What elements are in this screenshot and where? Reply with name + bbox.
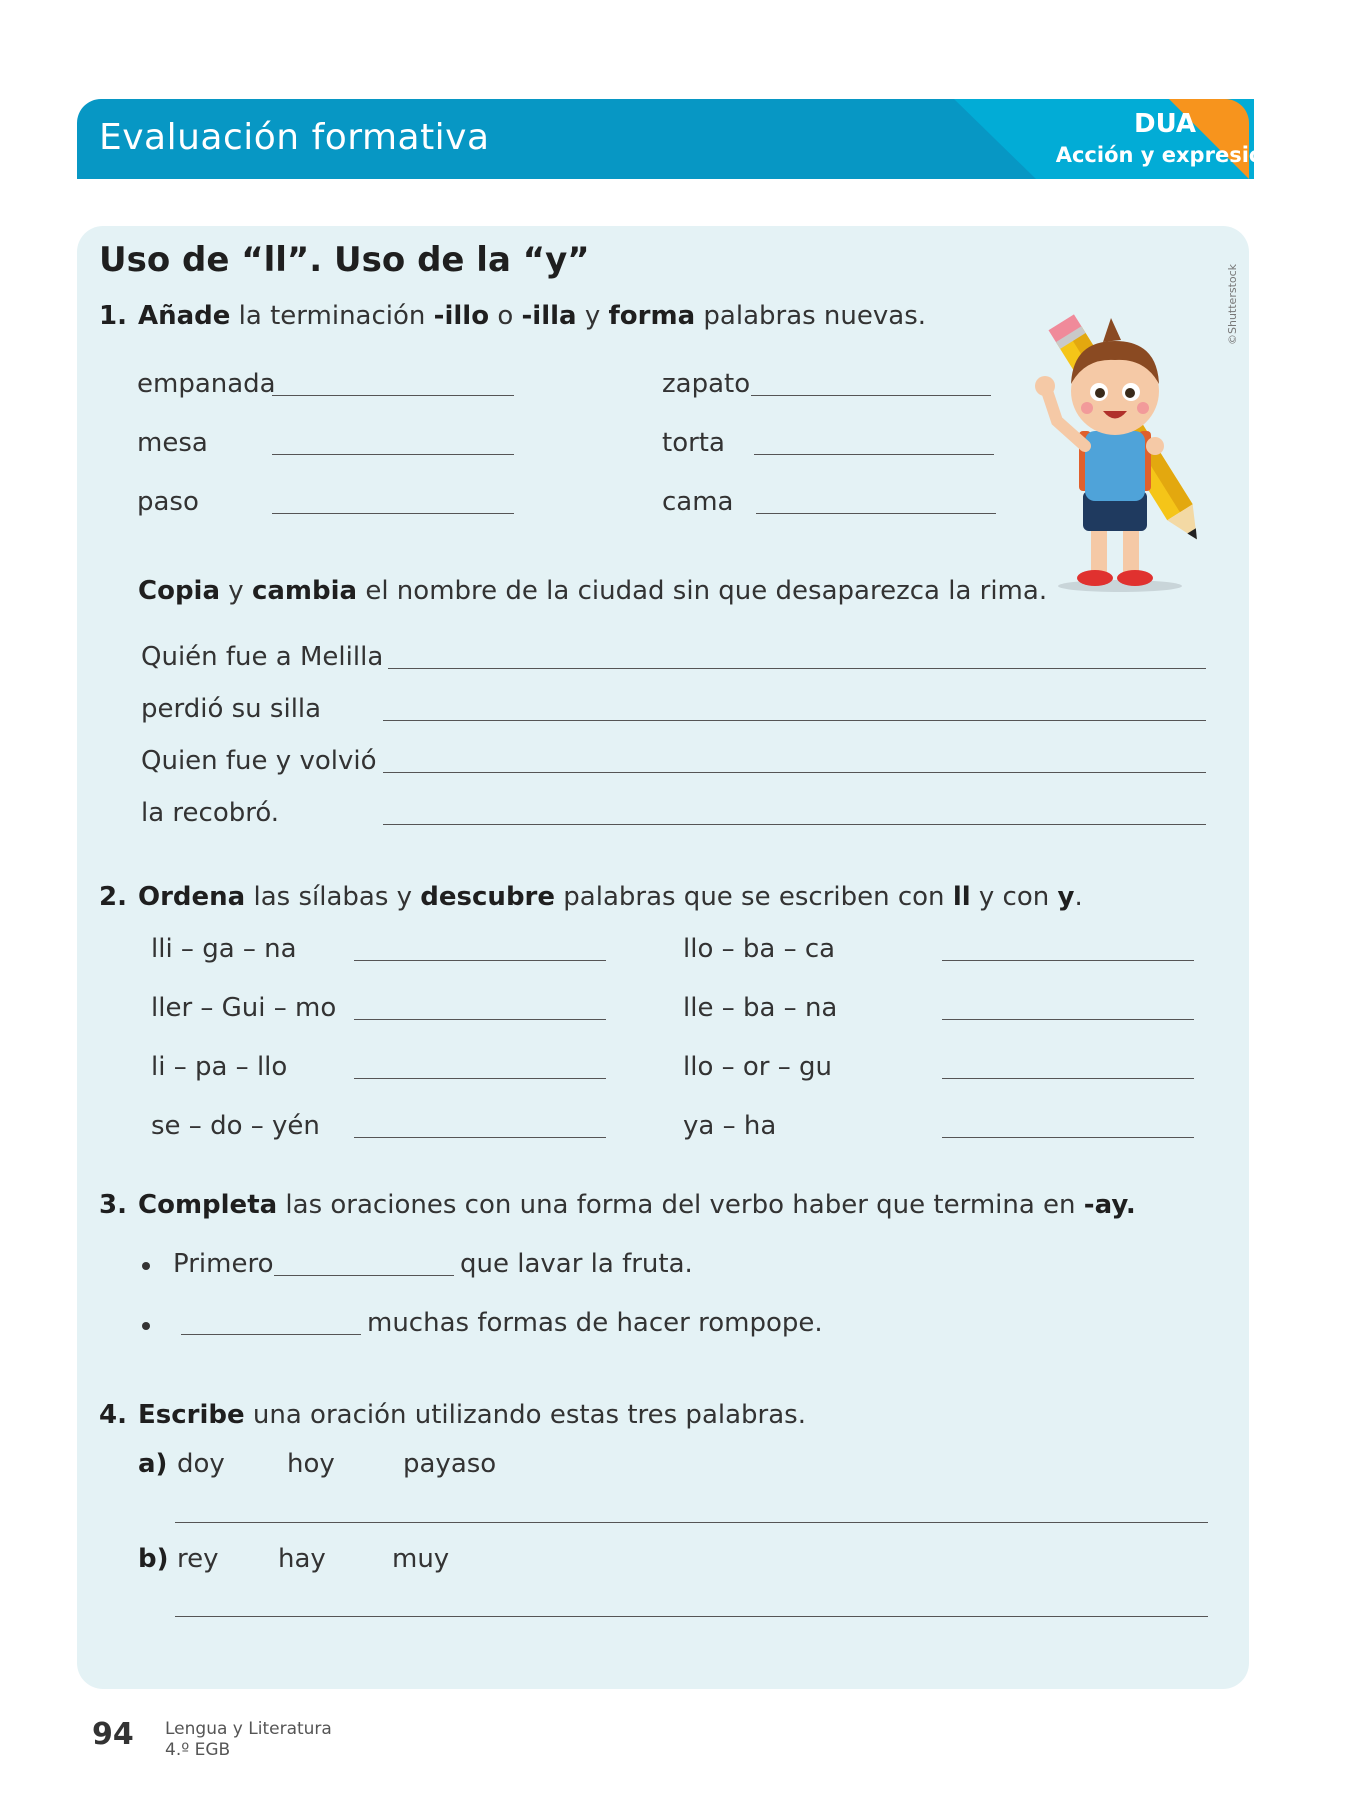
footer-subject: Lengua y Literatura: [165, 1719, 332, 1739]
ex2-number: 2.: [99, 882, 127, 912]
answer-line[interactable]: [942, 1078, 1194, 1079]
instruction-text: palabras que se escriben con: [555, 882, 953, 912]
answer-line[interactable]: [756, 513, 996, 514]
ex4-a-word-1: doy: [177, 1449, 225, 1479]
emphasis-text: Escribe: [138, 1400, 245, 1430]
page-number: 94: [92, 1717, 134, 1752]
answer-line[interactable]: [751, 395, 991, 396]
answer-line[interactable]: [272, 395, 514, 396]
instruction-text: y: [220, 576, 252, 606]
answer-line[interactable]: [942, 1019, 1194, 1020]
answer-line[interactable]: [272, 454, 514, 455]
emphasis-text: ll: [952, 882, 971, 912]
instruction-text: las oraciones con una forma del verbo haber que termina en: [277, 1190, 1084, 1220]
emphasis-text: Añade: [138, 301, 231, 331]
ex4-label-b: b): [138, 1544, 169, 1574]
ex3-number: 3.: [99, 1190, 127, 1220]
rhyme-line-4: la recobró.: [141, 798, 280, 828]
ex4-a-word-3: payaso: [403, 1449, 497, 1479]
ex1-instruction-2: [138, 576, 1047, 606]
emphasis-text: -ay.: [1083, 1190, 1136, 1220]
rhyme-line-3: Quien fue y volvió: [141, 746, 377, 776]
rhyme-line-1: Quién fue a Melilla: [141, 642, 384, 672]
emphasis-text: forma: [608, 301, 696, 331]
emphasis-text: descubre: [420, 882, 556, 912]
header-bar: [77, 99, 1279, 179]
answer-line[interactable]: [942, 1137, 1194, 1138]
ex4-a-word-2: hoy: [287, 1449, 335, 1479]
emphasis-text: -illo: [433, 301, 490, 331]
answer-line[interactable]: [754, 454, 994, 455]
answer-line[interactable]: [383, 720, 1206, 721]
instruction-text: el nombre de la ciudad sin que desaparezca la rima.: [357, 576, 1048, 606]
answer-line[interactable]: [274, 1275, 454, 1276]
ex4-b-word-1: rey: [177, 1544, 219, 1574]
ex2-syllables-2: ller – Gui – mo: [151, 993, 337, 1023]
ex1-instruction: [138, 301, 926, 331]
ex1-word-3: paso: [137, 487, 199, 517]
ex1-word-2: mesa: [137, 428, 208, 458]
section-heading: Uso de “ll”. Uso de la “y”: [99, 240, 590, 280]
emphasis-text: Copia: [138, 576, 221, 606]
instruction-text: o: [489, 301, 522, 331]
emphasis-text: -illa: [521, 301, 577, 331]
bullet-icon: [142, 1262, 150, 1270]
footer-grade: 4.º EGB: [165, 1740, 231, 1760]
boy-with-pencil-illustration: [1025, 296, 1240, 596]
ex4-label-a: a): [138, 1449, 168, 1479]
bullet-icon: [142, 1322, 150, 1330]
ex2-syllables-7: llo – or – gu: [683, 1052, 832, 1082]
emphasis-text: y: [1057, 882, 1075, 912]
instruction-text: .: [1074, 882, 1083, 912]
answer-line[interactable]: [388, 668, 1206, 669]
ex4-number: 4.: [99, 1400, 127, 1430]
ex1-number: 1.: [99, 301, 127, 331]
instruction-text: y: [576, 301, 609, 331]
answer-line[interactable]: [942, 960, 1194, 961]
ex2-syllables-4: se – do – yén: [151, 1111, 320, 1141]
dua-subtitle: Acción y expresión: [1055, 143, 1279, 167]
instruction-text: la terminación: [230, 301, 434, 331]
ex1-word-5: torta: [662, 428, 725, 458]
emphasis-text: Completa: [138, 1190, 278, 1220]
instruction-text: una oración utilizando estas tres palabras.: [244, 1400, 806, 1430]
emphasis-text: Ordena: [138, 882, 246, 912]
answer-line[interactable]: [383, 772, 1206, 773]
dua-title: DUA: [1133, 109, 1197, 139]
instruction-text: y con: [970, 882, 1058, 912]
ex4-b-word-3: muy: [392, 1544, 450, 1574]
ex1-word-6: cama: [662, 487, 734, 517]
answer-line[interactable]: [272, 513, 514, 514]
instruction-text: palabras nuevas.: [695, 301, 927, 331]
answer-line[interactable]: [175, 1522, 1208, 1523]
answer-line[interactable]: [181, 1334, 361, 1335]
ex2-instruction: [138, 882, 1083, 912]
ex2-syllables-1: lli – ga – na: [151, 934, 297, 964]
ex4-instruction: [138, 1400, 806, 1430]
rhyme-line-2: perdió su silla: [141, 694, 322, 724]
ex3-sentence-2-end: muchas formas de hacer rompope.: [367, 1308, 823, 1338]
answer-line[interactable]: [354, 1078, 606, 1079]
image-credit: ©Shutterstock: [1226, 263, 1239, 345]
answer-line[interactable]: [383, 824, 1206, 825]
answer-line[interactable]: [354, 960, 606, 961]
page-title: Evaluación formativa: [99, 117, 490, 158]
ex1-word-4: zapato: [662, 369, 751, 399]
ex2-syllables-5: llo – ba – ca: [683, 934, 836, 964]
answer-line[interactable]: [175, 1616, 1208, 1617]
ex2-syllables-8: ya – ha: [683, 1111, 777, 1141]
ex3-instruction: [138, 1190, 1136, 1220]
emphasis-text: cambia: [251, 576, 358, 606]
instruction-text: las sílabas y: [245, 882, 421, 912]
answer-line[interactable]: [354, 1019, 606, 1020]
ex2-syllables-6: lle – ba – na: [683, 993, 838, 1023]
ex4-b-word-2: hay: [278, 1544, 326, 1574]
ex3-sentence-1-end: que lavar la fruta.: [460, 1249, 693, 1279]
ex1-word-1: empanada: [137, 369, 276, 399]
ex3-sentence-1-start: Primero: [173, 1249, 274, 1279]
answer-line[interactable]: [354, 1137, 606, 1138]
ex2-syllables-3: li – pa – llo: [151, 1052, 288, 1082]
